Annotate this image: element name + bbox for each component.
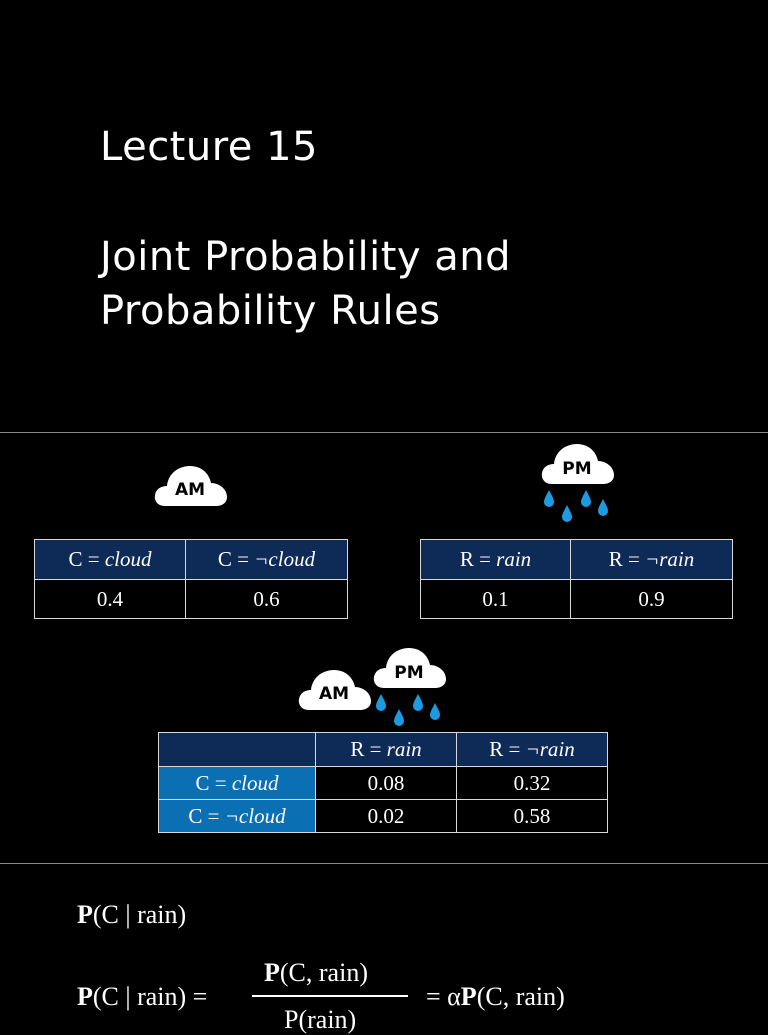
value-not-cloud-rain: 0.02	[316, 800, 457, 833]
header-rain: R = rain	[316, 733, 457, 767]
value-not-rain: 0.9	[571, 580, 733, 619]
empty-corner-cell	[159, 733, 316, 767]
value-cloud-rain: 0.08	[316, 767, 457, 800]
table-header-row	[35, 540, 348, 580]
formula-slide	[0, 863, 768, 1034]
value-rain: 0.1	[421, 580, 571, 619]
table-row	[159, 800, 608, 833]
rain-cloud-pm-icon	[540, 441, 616, 527]
pm-label: PM	[394, 663, 424, 683]
value-not-cloud-not-rain: 0.58	[457, 800, 608, 833]
lecture-title-line2: Probability Rules	[100, 288, 441, 334]
header-rain: R = rain	[421, 540, 571, 580]
header-not-rain: R = ¬rain	[457, 733, 608, 767]
am-label: AM	[318, 684, 350, 704]
title-slide	[0, 0, 768, 432]
value-cloud-not-rain: 0.32	[457, 767, 608, 800]
table-row	[35, 580, 348, 619]
table-row	[421, 580, 733, 619]
header-cloud: C = cloud	[35, 540, 186, 580]
rain-probability-table	[420, 539, 733, 619]
table-header-row	[159, 733, 608, 767]
rain-cloud-pm-icon	[372, 645, 448, 731]
pm-label: PM	[562, 459, 592, 479]
cloud-am-icon	[153, 461, 229, 507]
header-not-cloud: C = ¬cloud	[186, 540, 348, 580]
lecture-title	[100, 230, 511, 338]
table-header-row	[421, 540, 733, 580]
table-row	[159, 767, 608, 800]
value-cloud: 0.4	[35, 580, 186, 619]
cloud-probability-table	[34, 539, 348, 619]
row-header-cloud: C = cloud	[159, 767, 316, 800]
tables-slide	[0, 432, 768, 864]
conditional-query: P(C | rain)	[77, 900, 187, 929]
formula-lhs: P(C | rain) =	[77, 982, 208, 1011]
formula-rhs: = αP(C, rain)	[426, 982, 565, 1011]
value-not-cloud: 0.6	[186, 580, 348, 619]
lecture-title-line1: Joint Probability and	[100, 234, 512, 280]
row-header-not-cloud: C = ¬cloud	[159, 800, 316, 833]
cloud-am-icon	[297, 665, 373, 711]
am-label: AM	[174, 480, 206, 500]
header-not-rain: R = ¬rain	[571, 540, 733, 580]
fraction-bar	[252, 995, 408, 997]
formula-numerator: P(C, rain)	[264, 958, 368, 987]
formula-denominator: P(rain)	[284, 1005, 357, 1034]
lecture-number: Lecture 15	[100, 124, 319, 170]
joint-probability-table	[158, 732, 608, 833]
